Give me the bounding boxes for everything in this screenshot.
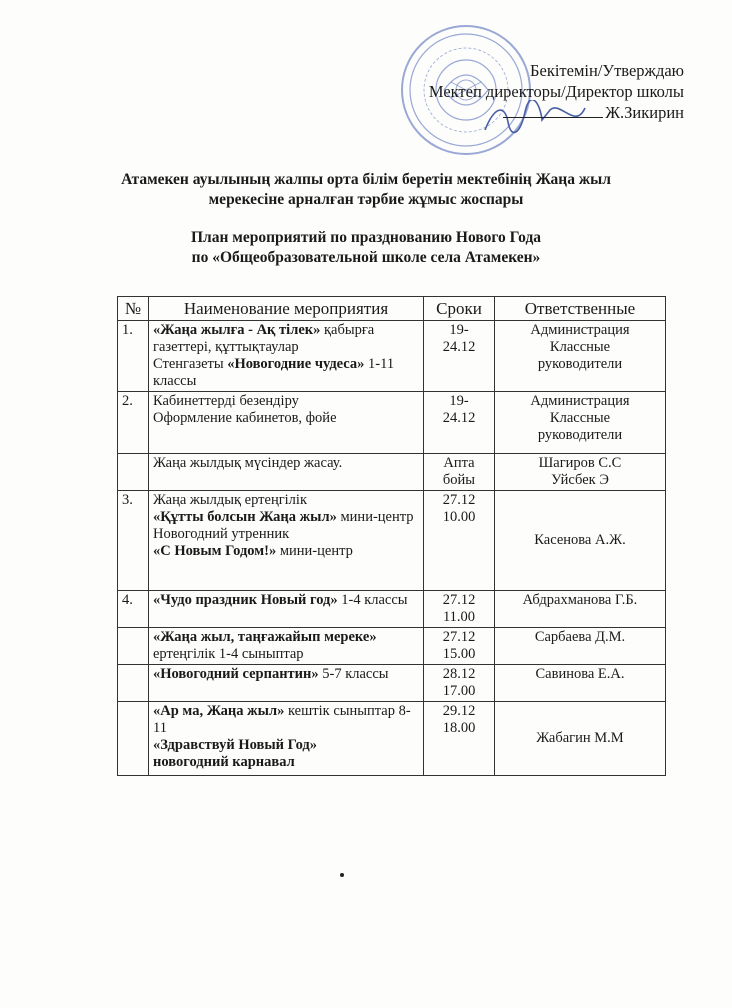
responsible-persons (495, 665, 666, 702)
header-dates: Сроки (424, 297, 495, 321)
director-name: Ж.Зикирин (605, 103, 684, 122)
date-line: бойы (442, 472, 476, 488)
row-number (118, 454, 149, 491)
responsible-line: Шагиров С.С (538, 455, 622, 471)
event-name-text: «Құтты болсын Жаңа жыл» (153, 509, 337, 525)
row-number (118, 628, 149, 665)
title-russian-line-2: по «Общеобразовательной школе села Атамекен» (191, 249, 541, 266)
date-line: 18.00 (442, 720, 476, 736)
title-russian (60, 228, 672, 268)
event-name-text: қабырға газеттері, құттықтаулар (153, 322, 375, 355)
header-responsible: Ответственные (495, 297, 666, 321)
table-row (118, 392, 666, 454)
row-number: 3. (118, 491, 149, 591)
event-name-text: «Чудо праздник Новый год» (153, 592, 338, 608)
event-dates (424, 491, 495, 591)
date-line: 29.12 (442, 703, 476, 719)
event-name-text: «Новогодний серпантин» (153, 666, 319, 682)
header-name: Наименование мероприятия (149, 297, 424, 321)
date-line: 10.00 (442, 509, 476, 525)
table-body (118, 321, 666, 776)
title-russian-line-1: План мероприятий по празднованию Нового Года (190, 229, 542, 246)
event-name (149, 628, 424, 665)
table-row (118, 702, 666, 776)
responsible-line: Касенова А.Ж. (534, 532, 626, 548)
event-name-text: Жаңа жылдық мүсіндер жасау. (153, 455, 343, 471)
responsible-persons (495, 628, 666, 665)
event-name (149, 665, 424, 702)
date-line: 27.12 (442, 492, 476, 508)
date-line: 27.12 (442, 629, 476, 645)
event-name-text: Жаңа жылдық ертеңгілік (153, 492, 307, 508)
responsible-persons (495, 702, 666, 776)
date-line: 19- (449, 393, 469, 409)
table-header-row (118, 297, 666, 321)
ink-dot (340, 873, 344, 877)
event-name (149, 392, 424, 454)
responsible-line: Сарбаева Д.М. (534, 629, 626, 645)
date-line: 24.12 (442, 339, 476, 355)
approval-line-3 (429, 102, 684, 123)
row-number: 4. (118, 591, 149, 628)
date-line: Апта (443, 455, 475, 471)
event-name-text: 1-11 классы (153, 356, 395, 389)
event-name-text: «Ар ма, Жаңа жыл» (153, 703, 285, 719)
responsible-line: руководители (537, 427, 623, 443)
event-name-text: «Жаңа жыл, таңғажайып мереке» (153, 629, 377, 645)
signature-line (503, 103, 603, 118)
event-name-text: ертеңгілік 1-4 сыныптар (153, 646, 304, 662)
title-kazakh (60, 170, 672, 210)
responsible-persons (495, 454, 666, 491)
event-name-text: мини-центр (276, 543, 353, 559)
header-number: № (118, 297, 149, 321)
event-dates (424, 702, 495, 776)
event-dates (424, 454, 495, 491)
row-number: 1. (118, 321, 149, 392)
table-row (118, 321, 666, 392)
event-name-text: кештік сыныптар 8-11 (153, 703, 411, 736)
row-number: 2. (118, 392, 149, 454)
table-row (118, 628, 666, 665)
event-name-text: Кабинеттерді безендіру (153, 393, 299, 409)
responsible-line: Жабагин М.М (536, 730, 624, 746)
responsible-line: Администрация (530, 322, 630, 338)
responsible-persons (495, 491, 666, 591)
responsible-line: Савинова Е.А. (535, 666, 625, 682)
responsible-line: Уйсбек Э (551, 472, 609, 488)
events-table (117, 296, 666, 776)
event-name-text: 1-4 классы (337, 592, 408, 608)
responsible-line: Классные (549, 339, 611, 355)
event-name-text: Новогодний утренник (153, 526, 290, 542)
event-name-text: Оформление кабинетов, фойе (153, 410, 337, 426)
responsible-line: Абдрахманова Г.Б. (522, 592, 638, 608)
event-name (149, 491, 424, 591)
event-name-text: 5-7 классы (318, 666, 389, 682)
date-line: 15.00 (442, 646, 476, 662)
table-row (118, 454, 666, 491)
date-line: 19- (449, 322, 469, 338)
responsible-persons (495, 321, 666, 392)
event-name-text: Стенгазеты (153, 356, 228, 372)
event-name-text: «Новогодние чудеса» (227, 356, 365, 372)
responsible-line: Администрация (530, 393, 630, 409)
table-row (118, 491, 666, 591)
approval-line-1: Бекітемін/Утверждаю (530, 61, 684, 80)
event-dates (424, 392, 495, 454)
title-kazakh-line-2: мерекесіне арналған тәрбие жұмыс жоспары (208, 191, 524, 208)
date-line: 24.12 (442, 410, 476, 426)
row-number (118, 702, 149, 776)
event-name-text: мини-центр (336, 509, 414, 525)
event-name-text: «С Новым Годом!» (153, 543, 277, 559)
date-line: 28.12 (442, 666, 476, 682)
event-name-text: «Здравствуй Новый Год» (153, 737, 317, 753)
approval-block (429, 60, 684, 123)
event-dates (424, 628, 495, 665)
table-row (118, 665, 666, 702)
date-line: 17.00 (442, 683, 476, 699)
responsible-persons (495, 591, 666, 628)
approval-line-2: Мектеп директоры/Директор школы (428, 82, 684, 101)
event-name (149, 321, 424, 392)
table-row (118, 591, 666, 628)
event-name (149, 702, 424, 776)
title-kazakh-line-1: Атамекен ауылының жалпы орта білім беретін мектебінің Жаңа жыл (121, 171, 611, 188)
responsible-line: руководители (537, 356, 623, 372)
event-dates (424, 591, 495, 628)
responsible-persons (495, 392, 666, 454)
responsible-line: Классные (549, 410, 611, 426)
date-line: 27.12 (442, 592, 476, 608)
event-dates (424, 321, 495, 392)
event-name (149, 591, 424, 628)
row-number (118, 665, 149, 702)
event-name-text: «Жаңа жылға - Ақ тілек» (153, 322, 321, 338)
event-name-text: новогодний карнавал (153, 754, 295, 770)
event-dates (424, 665, 495, 702)
date-line: 11.00 (442, 609, 476, 625)
event-name (149, 454, 424, 491)
